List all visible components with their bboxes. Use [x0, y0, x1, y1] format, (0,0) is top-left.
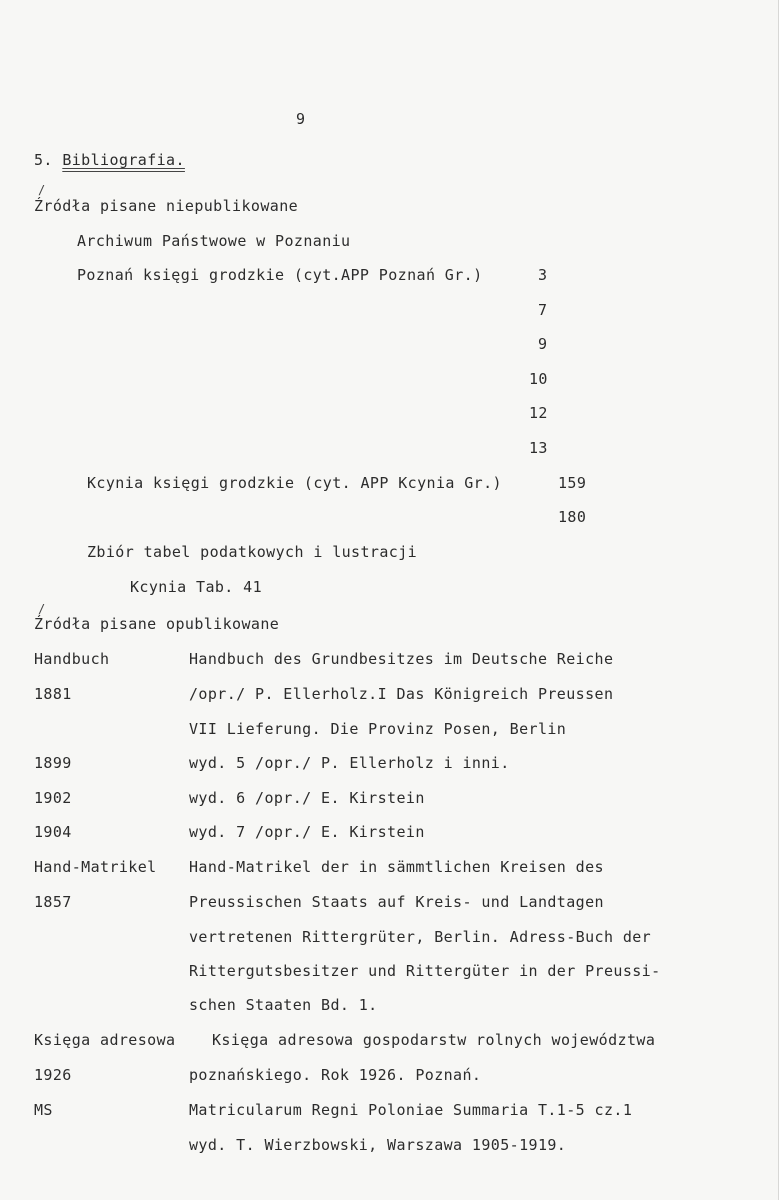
poznan-books-label: Poznań księgi grodzkie (cyt.APP Poznań Gr.) — [77, 266, 483, 284]
poznan-volume: 10 — [529, 370, 548, 388]
entry-text: Handbuch des Grundbesitzes im Deutsche Reiche — [189, 650, 614, 668]
kcynia-volume: 180 — [558, 508, 587, 526]
entry-key: 1902 — [34, 789, 72, 807]
accent-mark: / — [38, 183, 46, 197]
entry-text: wyd. 5 /opr./ P. Ellerholz i inni. — [189, 754, 510, 772]
entry-key: MS — [34, 1101, 53, 1119]
entry-text: Rittergutsbesitzer und Rittergüter in der Preussi- — [189, 962, 661, 980]
entry-text: Matricularum Regni Poloniae Summaria T.1-5 cz.1 — [189, 1101, 633, 1119]
entry-text: Hand-Matrikel der in sämmtlichen Kreisen des — [189, 858, 604, 876]
unpublished-sources-heading: Źródła pisane niepublikowane — [34, 197, 299, 215]
entry-text: Preussischen Staats auf Kreis- und Landtagen — [189, 893, 604, 911]
poznan-volume: 7 — [538, 301, 548, 319]
entry-text: /opr./ P. Ellerholz.I Das Königreich Preussen — [189, 685, 614, 703]
entry-key: 1899 — [34, 754, 72, 772]
section-heading — [34, 151, 185, 169]
entry-text: Księga adresowa gospodarstw rolnych województwa — [212, 1031, 656, 1049]
poznan-volume: 9 — [538, 335, 548, 353]
entry-key: 1857 — [34, 893, 72, 911]
kcynia-tab: Kcynia Tab. 41 — [130, 578, 263, 596]
poznan-volume: 3 — [538, 266, 548, 284]
tax-tables-collection: Zbiór tabel podatkowych i lustracji — [87, 543, 418, 561]
entry-key: Księga adresowa — [34, 1031, 176, 1049]
kcynia-volume: 159 — [558, 474, 587, 492]
entry-key: 1904 — [34, 823, 72, 841]
accent-mark: / — [38, 602, 46, 616]
entry-key: 1926 — [34, 1066, 72, 1084]
poznan-volume: 13 — [529, 439, 548, 457]
archive-name: Archiwum Państwowe w Poznaniu — [77, 232, 351, 250]
entry-key: Hand-Matrikel — [34, 858, 157, 876]
entry-key: Handbuch — [34, 650, 110, 668]
entry-text: wyd. 6 /opr./ E. Kirstein — [189, 789, 425, 807]
entry-key: 1881 — [34, 685, 72, 703]
entry-text: poznańskiego. Rok 1926. Poznań. — [189, 1066, 482, 1084]
page-number: 9 — [296, 110, 306, 128]
entry-text: wyd. 7 /opr./ E. Kirstein — [189, 823, 425, 841]
section-number: 5. — [34, 151, 53, 169]
entry-text: schen Staaten Bd. 1. — [189, 996, 378, 1014]
published-sources-heading: Źródła pisane opublikowane — [34, 615, 280, 633]
entry-text: VII Lieferung. Die Provinz Posen, Berlin — [189, 720, 567, 738]
section-title: Bibliografia. — [62, 151, 185, 169]
entry-text: vertretenen Rittergrüter, Berlin. Adress-Buch der — [189, 928, 652, 946]
entry-text: wyd. T. Wierzbowski, Warszawa 1905-1919. — [189, 1136, 567, 1154]
kcynia-books-label: Kcynia księgi grodzkie (cyt. APP Kcynia Gr.) — [87, 474, 502, 492]
poznan-volume: 12 — [529, 404, 548, 422]
